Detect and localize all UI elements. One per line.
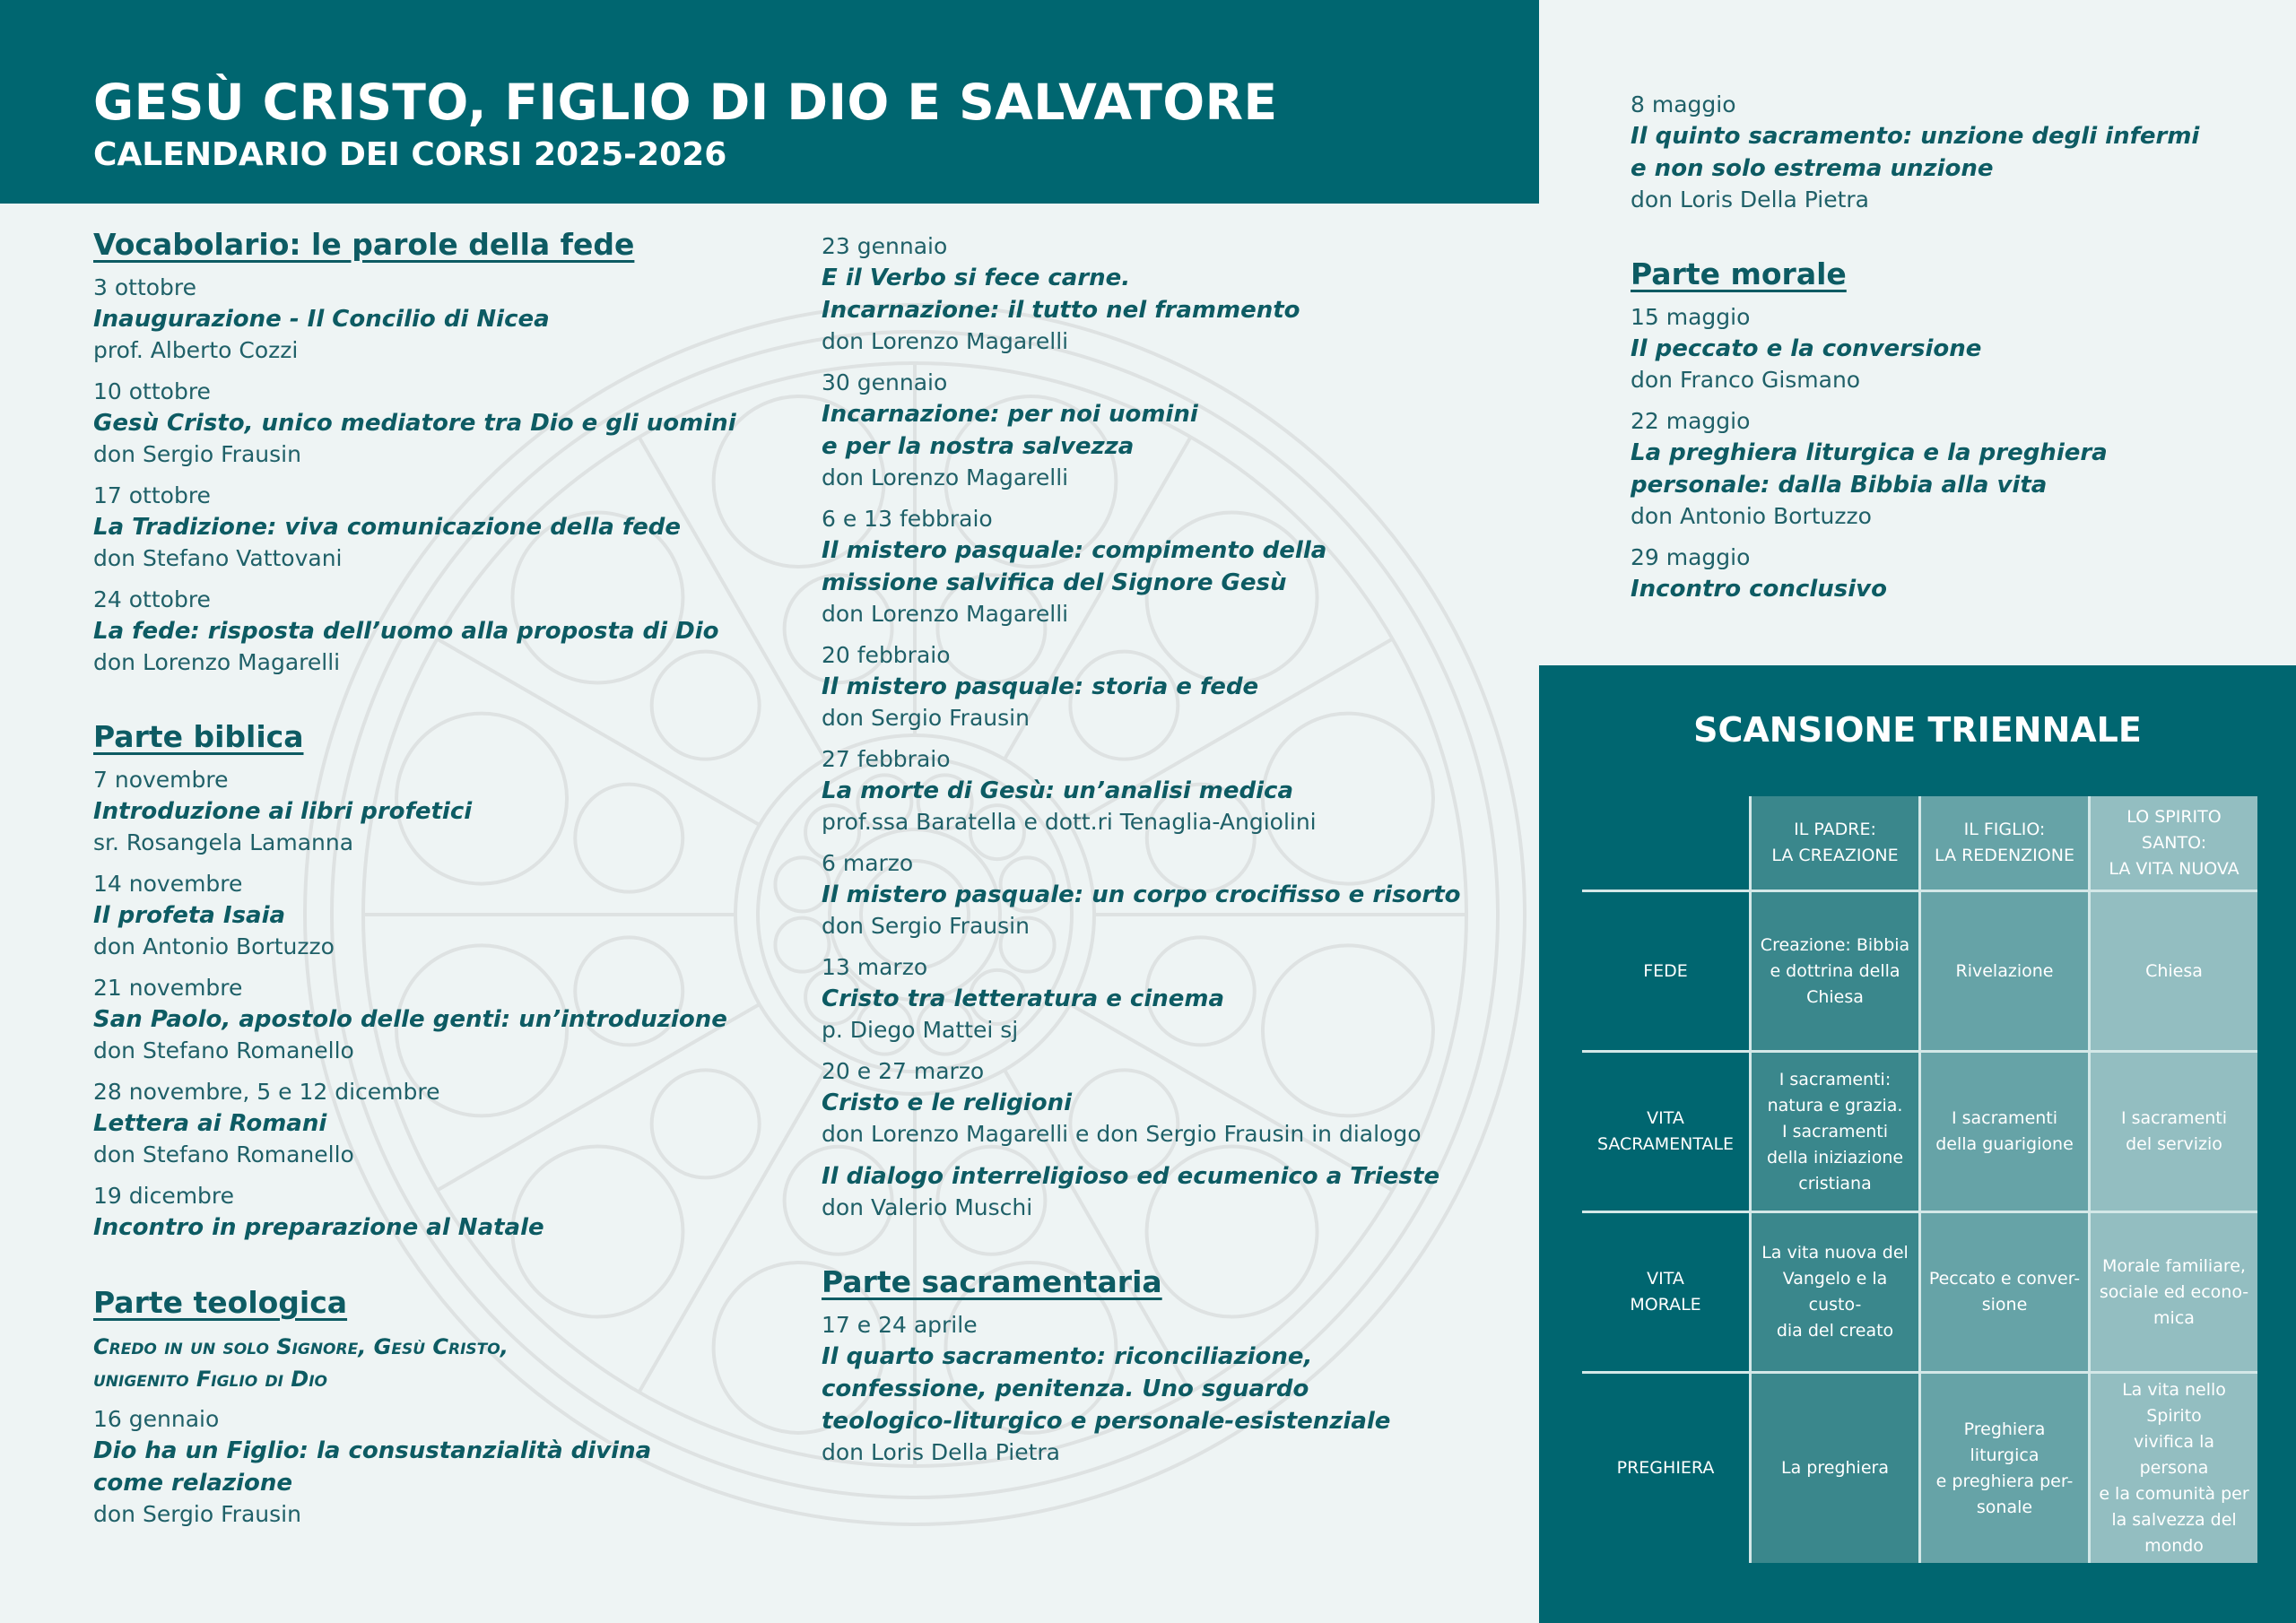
course-date: 20 febbraio <box>822 642 951 668</box>
course-topic: Lettera ai Romani <box>93 1110 327 1137</box>
course-topic: Inaugurazione - Il Concilio di Nicea <box>93 306 550 333</box>
course-entry <box>1631 406 2240 532</box>
course-date: 29 maggio <box>1631 544 1751 570</box>
course-entry <box>93 585 721 678</box>
course-speaker: don Stefano Romanello <box>93 1141 354 1167</box>
course-topic: Incontro conclusivo <box>1631 576 1887 603</box>
course-speaker: don Sergio Frausin <box>822 913 1030 939</box>
table-row <box>1582 1212 2257 1373</box>
course-entry <box>822 952 1539 1046</box>
course-speaker: don Loris Della Pietra <box>822 1439 1060 1465</box>
course-topic: Il peccato e la conversione <box>1631 335 1982 362</box>
course-topic: Incarnazione: il tutto nel frammento <box>822 297 1300 324</box>
course-date: 27 febbraio <box>822 746 951 772</box>
course-entry <box>822 1160 1539 1223</box>
course-topic: E il Verbo si fece carne. <box>822 265 1131 291</box>
course-topic: La fede: risposta dell’uomo alla proposta di Dio <box>93 618 719 645</box>
course-speaker: prof.ssa Baratella e dott.ri Tenaglia-Angiolini <box>822 809 1317 835</box>
section-heading: Parte sacramentaria <box>822 1264 1162 1299</box>
course-topic: Il mistero pasquale: storia e fede <box>822 673 1259 700</box>
course-speaker: sr. Rosangela Lamanna <box>93 829 354 855</box>
course-entry <box>822 848 1539 942</box>
course-topic: come relazione <box>93 1470 293 1497</box>
row-header-vita-morale: VITA MORALE <box>1582 1212 1751 1373</box>
course-topic: Cristo tra letteratura e cinema <box>822 985 1225 1012</box>
column-left <box>93 227 736 1541</box>
course-date: 16 gennaio <box>93 1406 220 1432</box>
column-right <box>1631 90 2240 616</box>
course-speaker: p. Diego Mattei sj <box>822 1017 1019 1043</box>
course-entry <box>1631 542 2240 605</box>
table-row <box>1582 891 2257 1052</box>
table-corner-cell <box>1582 796 1751 891</box>
course-entry <box>93 1077 721 1170</box>
table-cell: La vita nuova del Vangelo e la custo- dia del creato <box>1751 1212 1920 1373</box>
table-cell: Creazione: Bibbia e dottrina della Chiesa <box>1751 891 1920 1052</box>
course-date: 14 novembre <box>93 871 243 897</box>
course-entry <box>1631 90 2240 215</box>
table-header-row <box>1582 796 2257 891</box>
course-topic: La morte di Gesù: un’analisi medica <box>822 777 1294 804</box>
section-heading: Parte biblica <box>93 719 304 754</box>
course-date: 30 gennaio <box>822 369 948 395</box>
triennial-panel <box>1539 665 2296 1623</box>
course-date: 19 dicembre <box>93 1183 235 1209</box>
course-topic: teologico-liturgico e personale-esistenziale <box>822 1408 1391 1435</box>
course-speaker: don Sergio Frausin <box>93 1501 301 1527</box>
course-entry <box>822 1310 1539 1468</box>
course-speaker: prof. Alberto Cozzi <box>93 337 299 363</box>
section-heading: Parte morale <box>1631 256 1847 291</box>
course-topic: e per la nostra salvezza <box>822 433 1135 460</box>
course-date: 20 e 27 marzo <box>822 1058 985 1084</box>
course-topic: Il quarto sacramento: riconciliazione, <box>822 1343 1313 1370</box>
section-subtitle-line: unigenito Figlio di Dio <box>93 1367 328 1392</box>
course-date: 10 ottobre <box>93 378 211 404</box>
course-entry <box>822 368 1539 493</box>
course-speaker: don Lorenzo Magarelli <box>822 601 1069 627</box>
column-header-padre: IL PADRE: LA CREAZIONE <box>1751 796 1920 891</box>
section-heading: Parte teologica <box>93 1285 348 1320</box>
course-date: 8 maggio <box>1631 91 1736 117</box>
column-header-figlio: IL FIGLIO: LA REDENZIONE <box>1920 796 2090 891</box>
table-cell: Preghiera liturgica e preghiera per- sonale <box>1920 1373 2090 1564</box>
course-topic: missione salvifica del Signore Gesù <box>822 569 1287 596</box>
section-subtitle <box>93 1331 721 1395</box>
course-entry <box>822 504 1539 629</box>
course-topic: Il dialogo interreligioso ed ecumenico a Trieste <box>822 1163 1440 1190</box>
table-row <box>1582 1373 2257 1564</box>
course-speaker: don Loris Della Pietra <box>1631 187 1869 213</box>
course-topic: Incontro in preparazione al Natale <box>93 1214 544 1241</box>
course-topic: Incarnazione: per noi uomini <box>822 401 1198 428</box>
row-header-preghiera: PREGHIERA <box>1582 1373 1751 1564</box>
course-date: 17 e 24 aprile <box>822 1312 978 1338</box>
section-parte-teologica <box>93 1285 721 1530</box>
triennial-title: SCANSIONE TRIENNALE <box>1693 710 2142 750</box>
section-heading: Vocabolario: le parole della fede <box>93 227 635 262</box>
course-entry <box>93 377 736 470</box>
page-title: GESÙ CRISTO, FIGLIO DI DIO E SALVATORE <box>93 74 1278 131</box>
course-topic: Dio ha un Figlio: la consustanzialità divina <box>93 1437 652 1464</box>
table-row <box>1582 1052 2257 1212</box>
course-entry <box>93 765 721 858</box>
course-date: 3 ottobre <box>93 274 197 300</box>
table-cell: I sacramenti: natura e grazia. I sacramenti della iniziazione cristiana <box>1751 1052 1920 1212</box>
course-date: 24 ottobre <box>93 586 211 612</box>
course-topic: Il mistero pasquale: compimento della <box>822 537 1327 564</box>
course-date: 28 novembre, 5 e 12 dicembre <box>93 1079 440 1105</box>
course-date: 22 maggio <box>1631 408 1751 434</box>
table-cell: I sacramenti della guarigione <box>1920 1052 2090 1212</box>
table-cell: Morale familiare, sociale ed econo- mica <box>2090 1212 2258 1373</box>
course-entry <box>93 1404 721 1530</box>
course-topic: e non solo estrema unzione <box>1631 155 1994 182</box>
course-entry <box>822 640 1539 733</box>
course-topic: Gesù Cristo, unico mediatore tra Dio e gli uomini <box>93 410 736 437</box>
table-cell: Chiesa <box>2090 891 2258 1052</box>
column-header-spirito: LO SPIRITO SANTO: LA VITA NUOVA <box>2090 796 2258 891</box>
course-date: 17 ottobre <box>93 482 211 508</box>
title-banner <box>0 0 1539 204</box>
course-topic: personale: dalla Bibbia alla vita <box>1631 472 2048 499</box>
course-speaker: don Valerio Muschi <box>822 1194 1033 1220</box>
course-topic: La preghiera liturgica e la preghiera <box>1631 439 2108 466</box>
table-cell: Peccato e conver- sione <box>1920 1212 2090 1373</box>
table-cell: La preghiera <box>1751 1373 1920 1564</box>
course-speaker: don Antonio Bortuzzo <box>93 933 335 959</box>
course-topic: La Tradizione: viva comunicazione della fede <box>93 514 682 541</box>
course-topic: Cristo e le religioni <box>822 1089 1073 1116</box>
course-entry <box>822 231 1539 357</box>
course-speaker: don Lorenzo Magarelli <box>822 328 1069 354</box>
row-header-fede: FEDE <box>1582 891 1751 1052</box>
triennial-table <box>1582 796 2257 1563</box>
course-entry <box>93 481 721 574</box>
section-subtitle-line: Credo in un solo Signore, Gesù Cristo, <box>93 1334 509 1359</box>
course-entry <box>822 744 1539 838</box>
course-speaker: don Sergio Frausin <box>93 441 301 467</box>
course-date: 6 marzo <box>822 850 914 876</box>
course-date: 13 marzo <box>822 954 928 980</box>
course-date: 6 e 13 febbraio <box>822 506 993 532</box>
course-topic: San Paolo, apostolo delle genti: un’introduzione <box>93 1006 727 1033</box>
course-topic: Il quinto sacramento: unzione degli infermi <box>1631 123 2200 150</box>
page-subtitle: CALENDARIO DEI CORSI 2025-2026 <box>93 136 727 173</box>
course-date: 23 gennaio <box>822 233 948 259</box>
course-topic: confessione, penitenza. Uno sguardo <box>822 1376 1309 1402</box>
section-parte-biblica <box>93 719 727 1244</box>
course-entry <box>93 273 721 366</box>
course-speaker: don Lorenzo Magarelli e don Sergio Frausin in dialogo <box>822 1121 1422 1147</box>
course-date: 21 novembre <box>93 975 243 1001</box>
course-entry <box>93 869 721 962</box>
course-entry <box>93 973 727 1066</box>
course-speaker: don Lorenzo Magarelli <box>822 464 1069 490</box>
row-header-vita-sacramentale: VITA SACRAMENTALE <box>1582 1052 1751 1212</box>
table-cell: I sacramenti del servizio <box>2090 1052 2258 1212</box>
course-speaker: don Stefano Vattovani <box>93 545 343 571</box>
course-entry <box>93 1181 721 1244</box>
table-cell: Rivelazione <box>1920 891 2090 1052</box>
course-entry <box>1631 302 2240 395</box>
column-middle <box>822 231 1539 1479</box>
course-entry <box>822 1056 1539 1150</box>
section-parte-morale <box>1631 256 2240 605</box>
course-topic: Il profeta Isaia <box>93 902 286 929</box>
section-parte-sacramentaria <box>822 1264 1539 1468</box>
course-date: 15 maggio <box>1631 304 1751 330</box>
course-topic: Introduzione ai libri profetici <box>93 798 473 825</box>
course-topic: Il mistero pasquale: un corpo crocifisso e risorto <box>822 881 1461 908</box>
course-speaker: don Stefano Romanello <box>93 1037 354 1063</box>
course-date: 7 novembre <box>93 767 229 793</box>
section-vocabolario <box>93 227 736 678</box>
course-speaker: don Lorenzo Magarelli <box>93 649 341 675</box>
course-speaker: don Sergio Frausin <box>822 705 1030 731</box>
course-speaker: don Antonio Bortuzzo <box>1631 503 1872 529</box>
course-speaker: don Franco Gismano <box>1631 367 1861 393</box>
table-cell: La vita nello Spirito vivifica la persona e la comunità per la salvezza del mondo <box>2090 1373 2258 1564</box>
